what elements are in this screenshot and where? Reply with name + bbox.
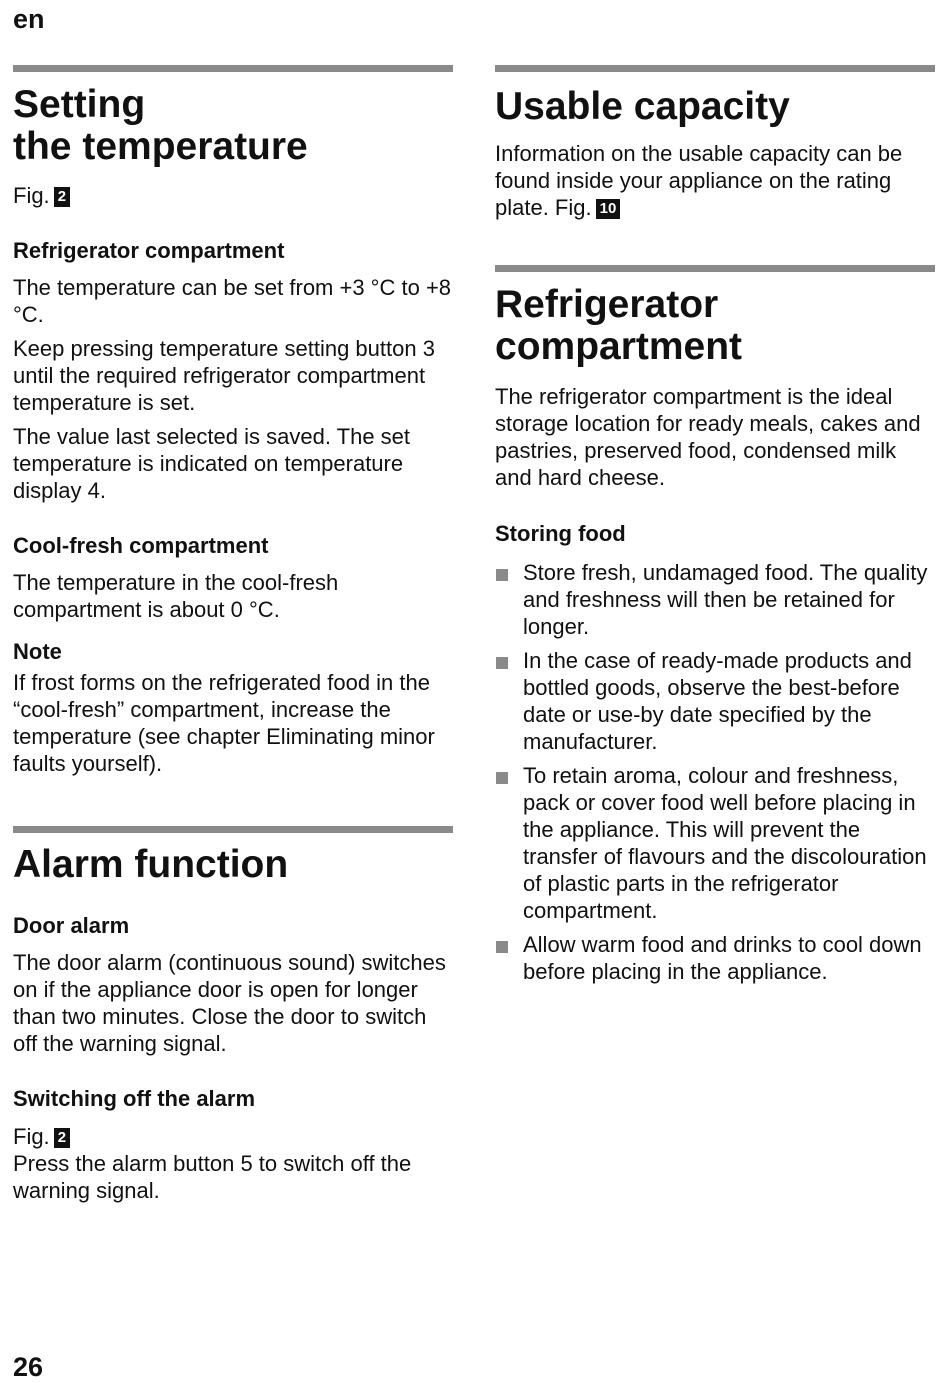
figure-reference [13, 1123, 453, 1150]
figure-number-badge: 2 [54, 187, 70, 207]
title-line: Setting [13, 83, 146, 126]
list-item [495, 762, 935, 924]
title-line: Refrigerator [495, 283, 719, 326]
setting-temperature-title [13, 84, 453, 168]
switching-off-alarm-heading: Switching off the alarm [13, 1086, 256, 1111]
storing-food-list [495, 559, 935, 985]
list-item [495, 559, 935, 640]
title-line: compartment [495, 325, 743, 368]
paragraph: The temperature can be set from +3 °C to +8 °C. [13, 275, 452, 327]
alarm-function-title: Alarm function [13, 843, 289, 886]
list-item-text: Store fresh, undamaged food. The quality and freshness will then be retained for longer. [523, 560, 928, 639]
refrigerator-compartment-heading: Refrigerator compartment [13, 238, 285, 263]
figure-number-badge: 10 [596, 199, 621, 219]
note-text: If frost forms on the refrigerated food in the “cool-fresh” compartment, increase the temperature (see chapter Eliminating minor faults yourself). [13, 670, 435, 776]
usable-capacity-text: Information on the usable capacity can be found inside your appliance on the rating plate. Fig. [495, 141, 903, 220]
door-alarm-heading: Door alarm [13, 913, 130, 938]
language-code: en [13, 4, 45, 34]
paragraph: The value last selected is saved. The set temperature is indicated on temperature display 4. [13, 424, 411, 503]
square-bullet-icon [496, 772, 508, 784]
right-column [495, 65, 935, 992]
section-rule [495, 65, 935, 72]
note-label: Note [13, 639, 62, 664]
fig-label: Fig. [13, 183, 50, 208]
section-rule [13, 65, 453, 72]
paragraph: The door alarm (continuous sound) switches on if the appliance door is open for longer than two minutes. Close the door to switch off the warning signal. [13, 950, 446, 1056]
page-number: 26 [13, 1352, 44, 1382]
square-bullet-icon [496, 657, 508, 669]
square-bullet-icon [496, 941, 508, 953]
title-line: the temperature [13, 125, 308, 168]
refrigerator-compartment-title [495, 284, 935, 368]
section-rule [495, 265, 935, 272]
figure-number-badge: 2 [54, 1128, 70, 1148]
paragraph: Keep pressing temperature setting button 3 until the required refrigerator compartment temperature is set. [13, 336, 435, 415]
cool-fresh-heading: Cool-fresh compartment [13, 533, 269, 558]
storing-food-heading: Storing food [495, 521, 626, 546]
paragraph [495, 140, 935, 221]
figure-reference [13, 182, 453, 209]
paragraph: The temperature in the cool-fresh compartment is about 0 °C. [13, 570, 339, 622]
list-item-text: Allow warm food and drinks to cool down before placing in the appliance. [523, 932, 922, 984]
usable-capacity-title: Usable capacity [495, 85, 790, 128]
paragraph: The refrigerator compartment is the ideal storage location for ready meals, cakes and pastries, preserved food, condensed milk and hard cheese. [495, 384, 921, 490]
fig-label: Fig. [13, 1124, 50, 1149]
section-rule [13, 826, 453, 833]
square-bullet-icon [496, 569, 508, 581]
left-column [13, 65, 453, 1204]
list-item [495, 647, 935, 755]
list-item-text: In the case of ready-made products and bottled goods, observe the best-before date or use-by date specified by the manufacturer. [523, 648, 912, 754]
list-item-text: To retain aroma, colour and freshness, pack or cover food well before placing in the appliance. This will prevent the transfer of flavours and the discolouration of plastic parts in the refrigerator compartment. [523, 763, 927, 923]
list-item [495, 931, 935, 985]
paragraph: Press the alarm button 5 to switch off the warning signal. [13, 1151, 412, 1203]
